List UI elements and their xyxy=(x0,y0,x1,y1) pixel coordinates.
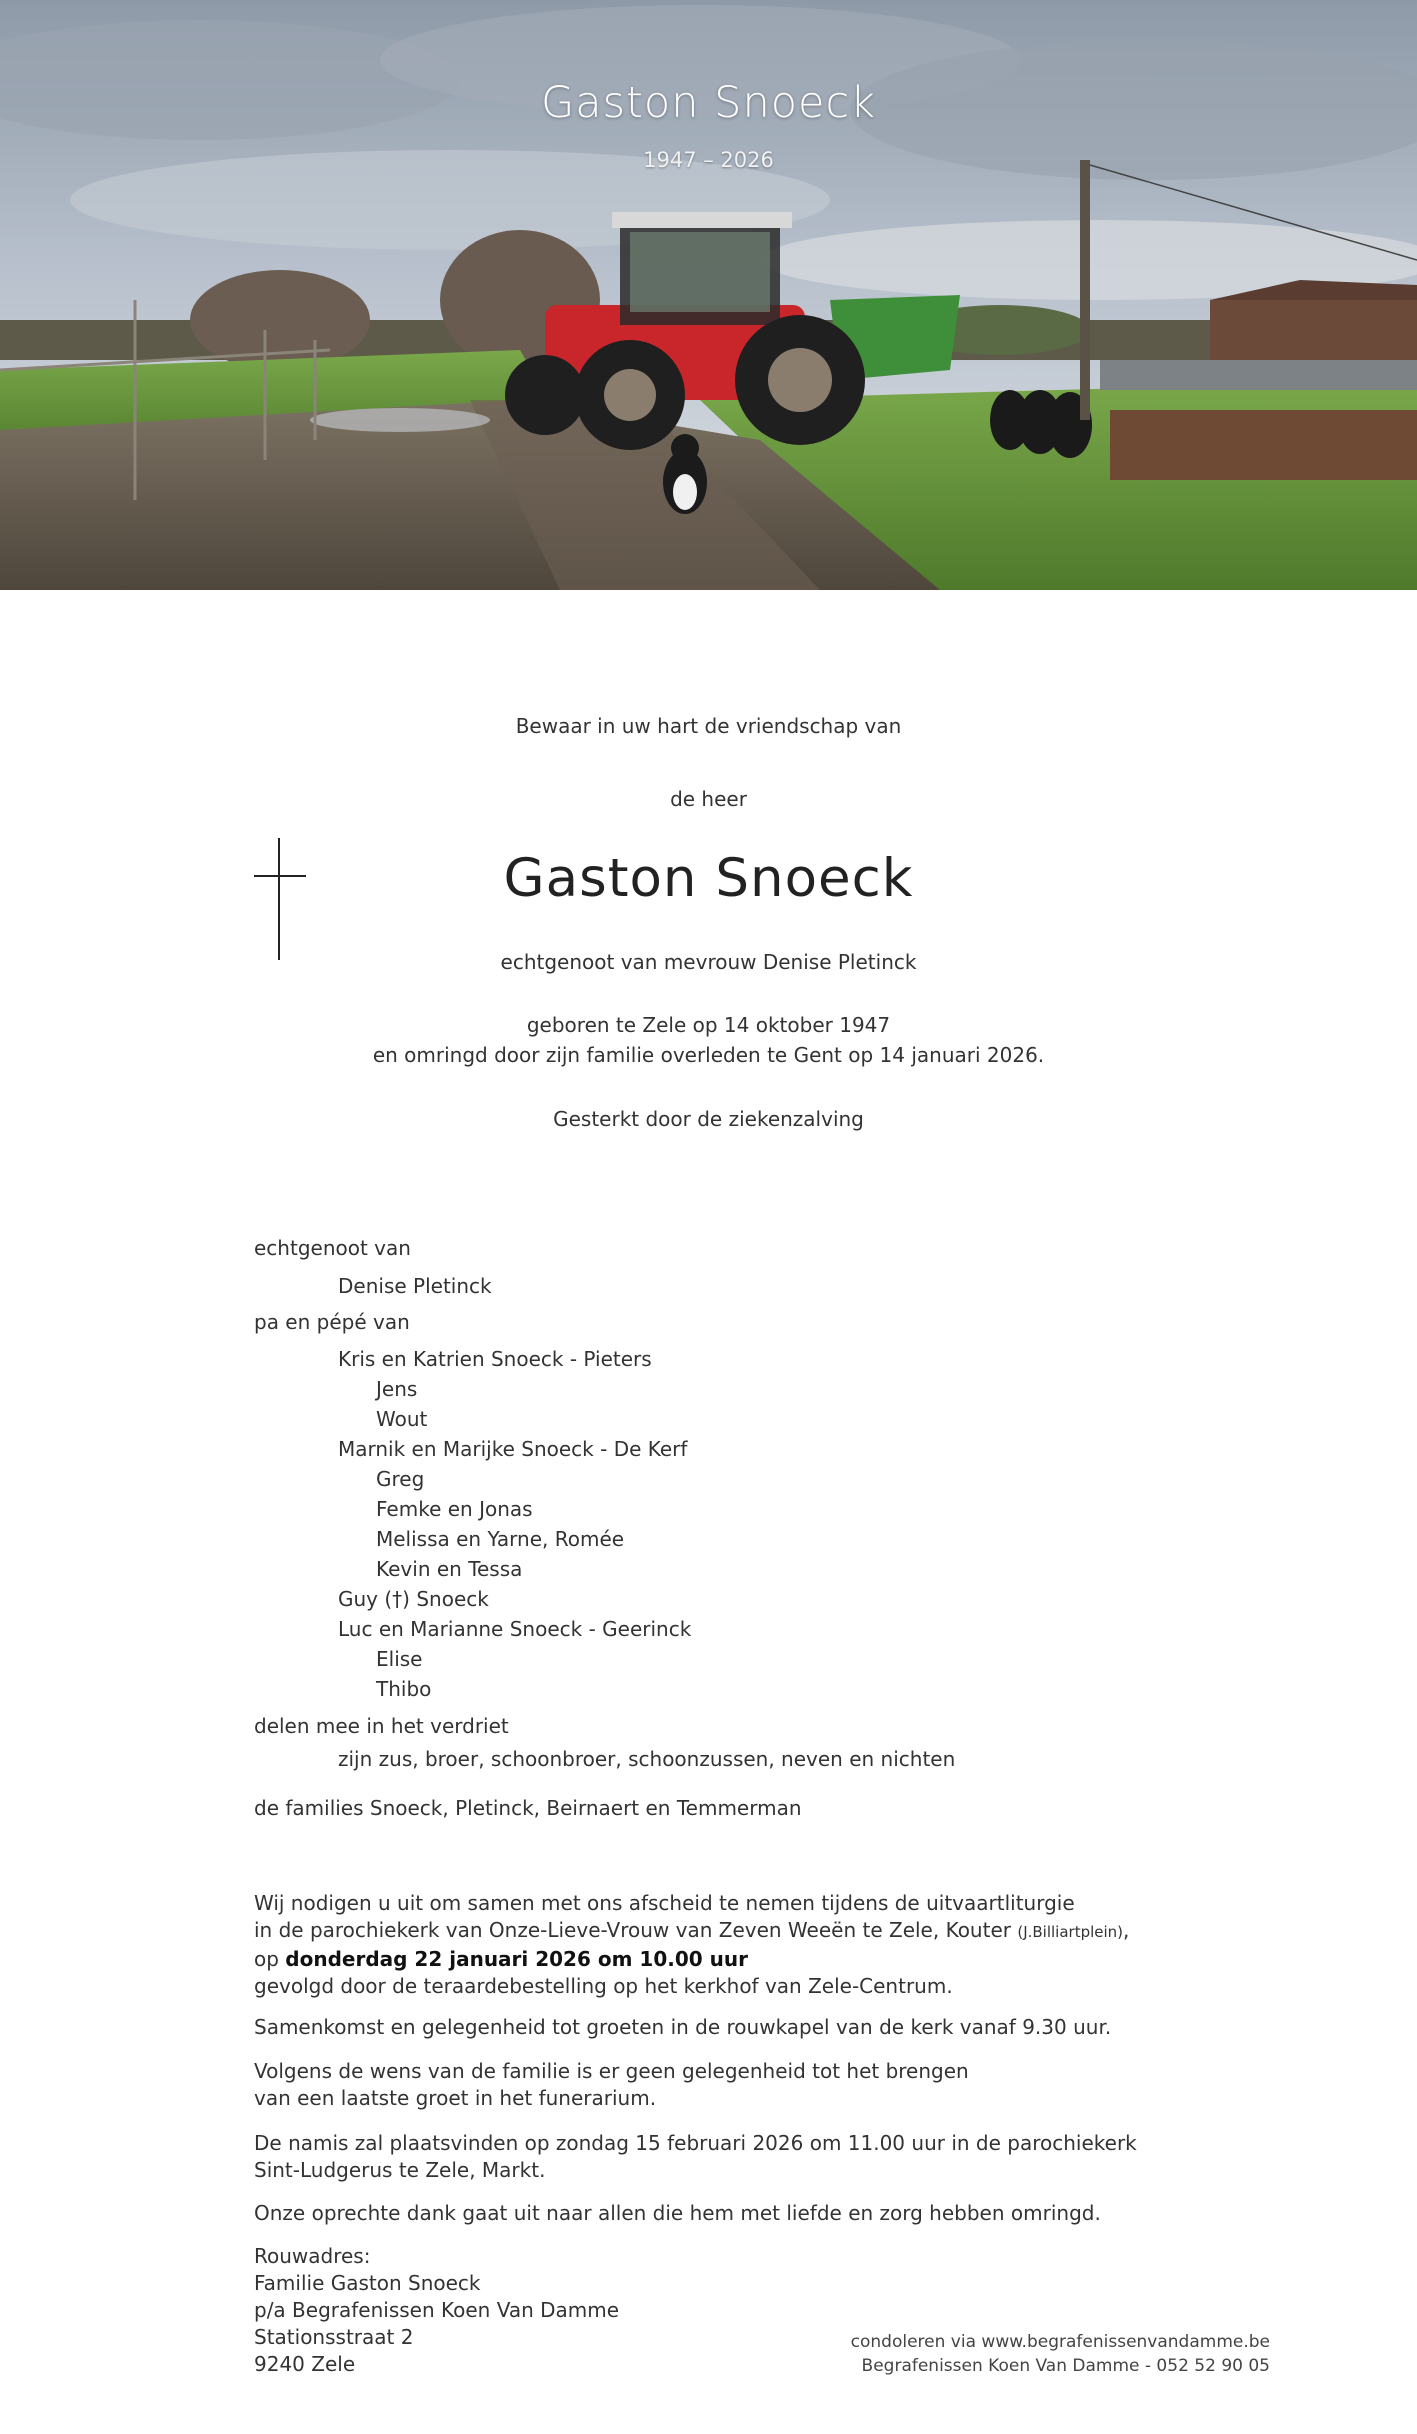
invitation-line: in de parochiekerk van Onze-Lieve-Vrouw van Zeven Weeën te Zele, Kouter (J.Billiartplein), xyxy=(254,1918,1130,1942)
grandchild-name: Greg xyxy=(376,1467,425,1491)
birth-line: geboren te Zele op 14 oktober 1947 xyxy=(526,1013,891,1037)
deceased-name: Gaston Snoeck xyxy=(503,848,914,909)
spouse-heading: echtgenoot van xyxy=(254,1236,411,1260)
invitation-paragraph xyxy=(254,1890,1129,2000)
address-heading: Rouwadres: xyxy=(254,2244,371,2268)
intro-title: de heer xyxy=(670,787,747,811)
death-line: en omringd door zijn familie overleden te Gent op 14 januari 2026. xyxy=(372,1043,1045,1067)
mass-paragraph: De namis zal plaatsvinden op zondag 15 februari 2026 om 11.00 uur in de parochiekerk Sint-Ludgerus te Zele, Markt. xyxy=(254,2131,1137,2182)
child-name: Luc en Marianne Snoeck - Geerinck xyxy=(338,1617,692,1641)
grandchild-name: Kevin en Tessa xyxy=(376,1557,523,1581)
grandchild-name: Elise xyxy=(376,1647,423,1671)
hero-photo xyxy=(0,0,1417,590)
hero-years: 1947 – 2026 xyxy=(643,148,774,172)
invitation-line: op donderdag 22 januari 2026 om 10.00 uur xyxy=(254,1947,748,1971)
grandchild-name: Femke en Jonas xyxy=(376,1497,533,1521)
funeral-home-info: Begrafenissen Koen Van Damme - 052 52 90 05 xyxy=(861,2356,1270,2376)
child-name: Guy (†) Snoeck xyxy=(338,1587,489,1611)
grandchild-name: Thibo xyxy=(376,1677,432,1701)
children-heading: pa en pépé van xyxy=(254,1310,410,1334)
grandchild-name: Wout xyxy=(376,1407,428,1431)
intro-line: Bewaar in uw hart de vriendschap van xyxy=(515,714,902,738)
families-line: de families Snoeck, Pletinck, Beirnaert en Temmerman xyxy=(254,1796,802,1820)
grief-text: zijn zus, broer, schoonbroer, schoonzussen, neven en nichten xyxy=(338,1747,956,1771)
condolences-link[interactable]: condoleren via www.begrafenissenvandamme.be xyxy=(850,2332,1270,2352)
spouse-name: Denise Pletinck xyxy=(338,1274,492,1298)
child-name: Kris en Katrien Snoeck - Pieters xyxy=(338,1347,652,1371)
funeral-date: donderdag 22 januari 2026 om 10.00 uur xyxy=(285,1947,748,1971)
spouse-line: echtgenoot van mevrouw Denise Pletinck xyxy=(500,950,917,974)
wish-paragraph: Volgens de wens van de familie is er geen gelegenheid tot het brengen van een laatste groet in het funerarium. xyxy=(254,2059,969,2110)
sacrament-line: Gesterkt door de ziekenzalving xyxy=(553,1107,864,1131)
invitation-line: gevolgd door de teraardebestelling op het kerkhof van Zele-Centrum. xyxy=(254,1974,953,1998)
mourning-address: Rouwadres: Familie Gaston Snoeck p/a Begrafenissen Koen Van Damme Stationsstraat 2 9240 Zele xyxy=(254,2244,620,2376)
child-name: Marnik en Marijke Snoeck - De Kerf xyxy=(338,1437,688,1461)
gathering-line: Samenkomst en gelegenheid tot groeten in de rouwkapel van de kerk vanaf 9.30 uur. xyxy=(254,2015,1112,2039)
grandchild-name: Melissa en Yarne, Romée xyxy=(376,1527,625,1551)
hero-name: Gaston Snoeck xyxy=(540,78,877,128)
thanks-line: Onze oprechte dank gaat uit naar allen die hem met liefde en zorg hebben omringd. xyxy=(254,2201,1101,2225)
grief-heading: delen mee in het verdriet xyxy=(254,1714,509,1738)
grandchild-name: Jens xyxy=(376,1377,418,1401)
location-note: (J.Billiartplein) xyxy=(1017,1923,1124,1941)
invitation-line: Wij nodigen u uit om samen met ons afscheid te nemen tijdens de uitvaartliturgie xyxy=(254,1891,1075,1915)
